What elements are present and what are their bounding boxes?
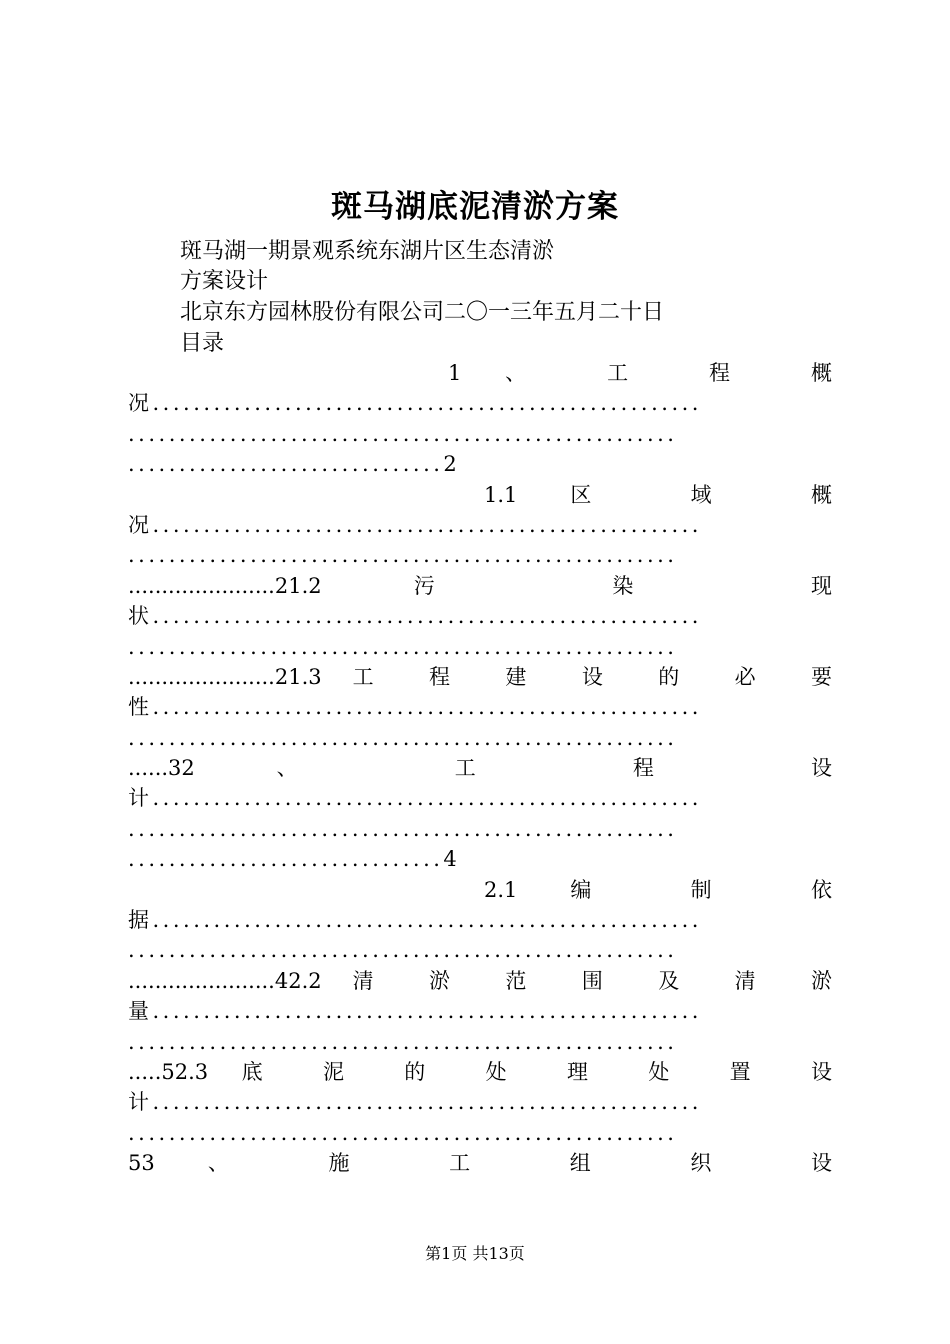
- toc-line: ...............................4: [128, 847, 461, 872]
- toc-line: ...............................2: [128, 452, 461, 477]
- toc-line: 53 、 施 工 组 织 设: [128, 1151, 832, 1176]
- toc-line: 据......................................................: [128, 908, 702, 933]
- toc-line: ......................................................: [128, 725, 678, 750]
- subtitle-line-2: 方案设计: [180, 269, 269, 294]
- toc-line: ......................21.3 工 程 建 设 的 必 要: [128, 664, 832, 689]
- toc-line: ......................42.2 清 淤 范 围 及 清 淤: [128, 968, 832, 993]
- toc-line: 量......................................................: [128, 999, 702, 1024]
- toc-line: 1.1 区 域 概: [484, 482, 832, 507]
- toc-line: ......................................................: [128, 938, 678, 963]
- toc-heading: 目录: [180, 331, 225, 356]
- toc-line: .....52.3 底 泥 的 处 理 处 置 设: [128, 1059, 832, 1084]
- toc-line: ......................................................: [128, 816, 678, 841]
- toc-line: ......................................................: [128, 1029, 678, 1054]
- table-of-contents: [128, 358, 832, 1179]
- toc-line: ......32 、 工 程 设: [128, 756, 832, 781]
- toc-line: 况......................................................: [128, 512, 702, 537]
- toc-line: ......................................................: [128, 634, 678, 659]
- toc-line: 况......................................................: [128, 391, 702, 416]
- toc-line: 计......................................................: [128, 1090, 702, 1115]
- toc-line: 计......................................................: [128, 786, 702, 811]
- toc-line: ......................................................: [128, 1120, 678, 1145]
- toc-line: ......................21.2 污 染 现: [128, 573, 832, 598]
- page-footer: 第1页 共13页: [425, 1244, 525, 1263]
- toc-line: ......................................................: [128, 421, 678, 446]
- toc-line: 性......................................................: [128, 695, 702, 720]
- toc-line: 状......................................................: [128, 604, 702, 629]
- toc-line: 1 、 工 程 概: [448, 361, 832, 385]
- document-title: 斑马湖底泥清淤方案: [331, 189, 619, 225]
- toc-line: ......................................................: [128, 543, 678, 568]
- subtitle-line-1: 斑马湖一期景观系统东湖片区生态清淤: [180, 239, 555, 264]
- toc-line: 2.1 编 制 依: [484, 877, 832, 902]
- company-date-line: 北京东方园林股份有限公司二〇一三年五月二十日: [180, 300, 665, 325]
